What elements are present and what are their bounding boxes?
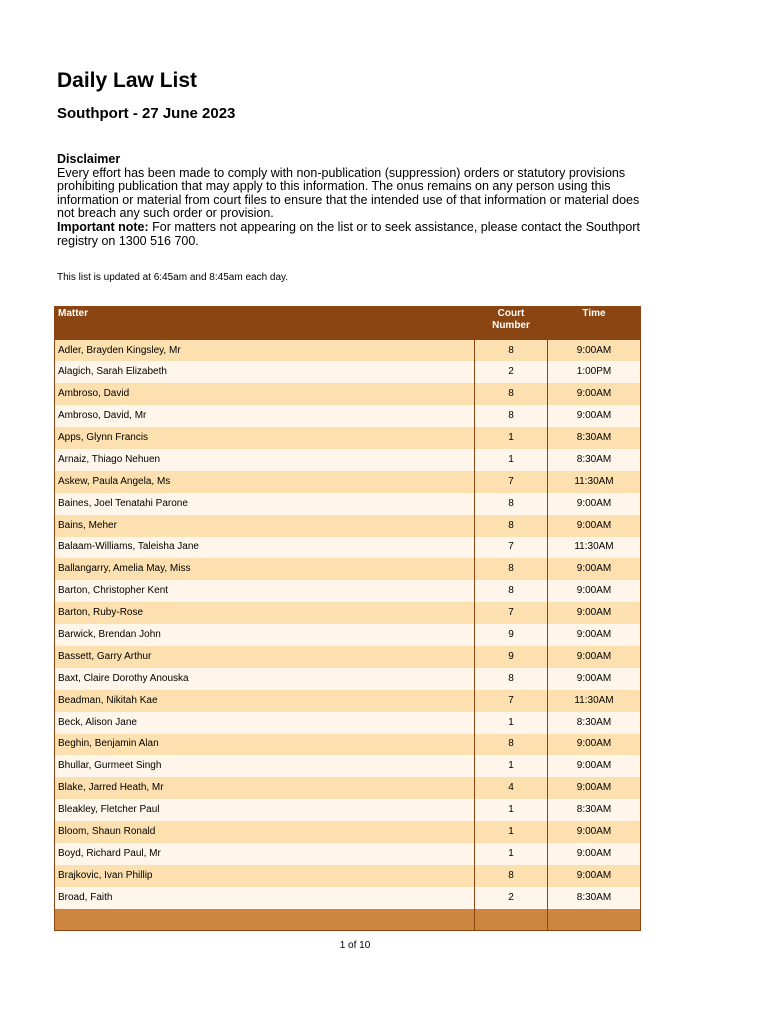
matter-cell: Bains, Meher [55,515,475,537]
table-row [55,449,641,471]
table-row [55,515,641,537]
column-header-court-number [475,307,548,340]
column-header-court-line2: Number [492,319,530,331]
table-row [55,427,641,449]
court-number-cell: 1 [475,449,548,471]
time-cell: 1:00PM [548,361,641,383]
table-row [55,493,641,515]
time-cell: 9:00AM [548,821,641,843]
court-number-cell: 8 [475,515,548,537]
court-number-cell: 7 [475,690,548,712]
page-title: Daily Law List [57,69,198,92]
disclaimer-block [57,153,647,248]
time-cell: 9:00AM [548,405,641,427]
time-cell: 9:00AM [548,843,641,865]
time-cell: 9:00AM [548,777,641,799]
matter-cell: Ballangarry, Amelia May, Miss [55,558,475,580]
matter-cell: Blake, Jarred Heath, Mr [55,777,475,799]
court-number-cell: 1 [475,843,548,865]
time-cell: 9:00AM [548,340,641,362]
matter-cell: Baines, Joel Tenatahi Parone [55,493,475,515]
court-number-cell: 8 [475,865,548,887]
matter-cell: Arnaiz, Thiago Nehuen [55,449,475,471]
time-cell: 8:30AM [548,799,641,821]
column-header-time: Time [548,307,641,340]
column-header-matter: Matter [55,307,475,340]
table-header-row [55,307,641,340]
disclaimer-heading: Disclaimer [57,152,121,166]
matter-cell: Bhullar, Gurmeet Singh [55,755,475,777]
matter-cell: Beck, Alison Jane [55,712,475,734]
table-row [55,361,641,383]
table-row [55,558,641,580]
table-row [55,799,641,821]
time-cell: 11:30AM [548,690,641,712]
court-number-cell: 2 [475,361,548,383]
matter-cell: Ambroso, David [55,383,475,405]
court-number-cell: 1 [475,755,548,777]
time-cell: 9:00AM [548,624,641,646]
matter-cell: Boyd, Richard Paul, Mr [55,843,475,865]
matter-cell: Bloom, Shaun Ronald [55,821,475,843]
table-row [55,843,641,865]
table-row [55,690,641,712]
table-row [55,340,641,362]
table-row [55,712,641,734]
court-number-cell: 8 [475,668,548,690]
table-row [55,755,641,777]
court-number-cell: 4 [475,777,548,799]
matter-cell: Broad, Faith [55,887,475,909]
court-number-cell: 7 [475,602,548,624]
time-cell: 8:30AM [548,427,641,449]
matter-cell: Bassett, Garry Arthur [55,646,475,668]
matter-cell: Bleakley, Fletcher Paul [55,799,475,821]
matter-cell: Askew, Paula Angela, Ms [55,471,475,493]
court-number-cell: 8 [475,383,548,405]
court-number-cell: 8 [475,558,548,580]
table-row [55,646,641,668]
court-number-cell: 7 [475,471,548,493]
court-number-cell: 8 [475,405,548,427]
footer-cell [55,909,475,931]
page-subtitle: Southport - 27 June 2023 [57,105,236,122]
matter-cell: Barton, Christopher Kent [55,580,475,602]
table-row [55,887,641,909]
matter-cell: Balaam-Williams, Taleisha Jane [55,537,475,559]
table-row [55,821,641,843]
disclaimer-text: Every effort has been made to comply with non-publication (suppression) orders or statutory provisions prohibiting publication that may apply to this information. The onus remains on any person using this information or material from court files to ensure that the intended use of that information or material does not breach any such order or provision. [57,165,640,221]
table-row [55,624,641,646]
matter-cell: Barton, Ruby-Rose [55,602,475,624]
matter-cell: Ambroso, David, Mr [55,405,475,427]
court-number-cell: 8 [475,734,548,756]
table-row [55,777,641,799]
time-cell: 11:30AM [548,471,641,493]
important-note-text: For matters not appearing on the list or to seek assistance, please contact the Southport registry on 1300 516 700. [57,219,640,248]
time-cell: 8:30AM [548,712,641,734]
time-cell: 9:00AM [548,734,641,756]
time-cell: 9:00AM [548,865,641,887]
time-cell: 9:00AM [548,493,641,515]
table-row [55,668,641,690]
table-row [55,471,641,493]
time-cell: 9:00AM [548,558,641,580]
matter-cell: Barwick, Brendan John [55,624,475,646]
matter-cell: Alagich, Sarah Elizabeth [55,361,475,383]
footer-cell [548,909,641,931]
time-cell: 9:00AM [548,580,641,602]
column-header-court-line1: Court [497,308,525,319]
matter-cell: Brajkovic, Ivan Phillip [55,865,475,887]
matter-cell: Apps, Glynn Francis [55,427,475,449]
time-cell: 9:00AM [548,383,641,405]
court-number-cell: 1 [475,799,548,821]
court-number-cell: 8 [475,493,548,515]
court-number-cell: 8 [475,580,548,602]
matter-cell: Beghin, Benjamin Alan [55,734,475,756]
table-row [55,734,641,756]
court-number-cell: 9 [475,646,548,668]
matter-cell: Adler, Brayden Kingsley, Mr [55,340,475,362]
court-number-cell: 1 [475,427,548,449]
court-number-cell: 1 [475,712,548,734]
time-cell: 9:00AM [548,668,641,690]
table-row [55,537,641,559]
time-cell: 9:00AM [548,602,641,624]
matter-cell: Baxt, Claire Dorothy Anouska [55,668,475,690]
table-footer-row [55,909,641,931]
table-row [55,580,641,602]
time-cell: 9:00AM [548,646,641,668]
footer-cell [475,909,548,931]
court-number-cell: 9 [475,624,548,646]
time-cell: 9:00AM [548,755,641,777]
court-number-cell: 2 [475,887,548,909]
table-body [55,340,641,909]
court-number-cell: 1 [475,821,548,843]
important-note-label: Important note: [57,219,149,234]
update-note: This list is updated at 6:45am and 8:45am each day. [57,272,289,283]
time-cell: 8:30AM [548,887,641,909]
court-number-cell: 8 [475,340,548,362]
matter-cell: Beadman, Nikitah Kae [55,690,475,712]
page-number: 1 of 10 [339,940,371,951]
table-row [55,405,641,427]
time-cell: 11:30AM [548,537,641,559]
table-row [55,865,641,887]
table-row [55,602,641,624]
court-number-cell: 7 [475,537,548,559]
time-cell: 9:00AM [548,515,641,537]
law-list-table [54,306,641,931]
table-row [55,383,641,405]
time-cell: 8:30AM [548,449,641,471]
